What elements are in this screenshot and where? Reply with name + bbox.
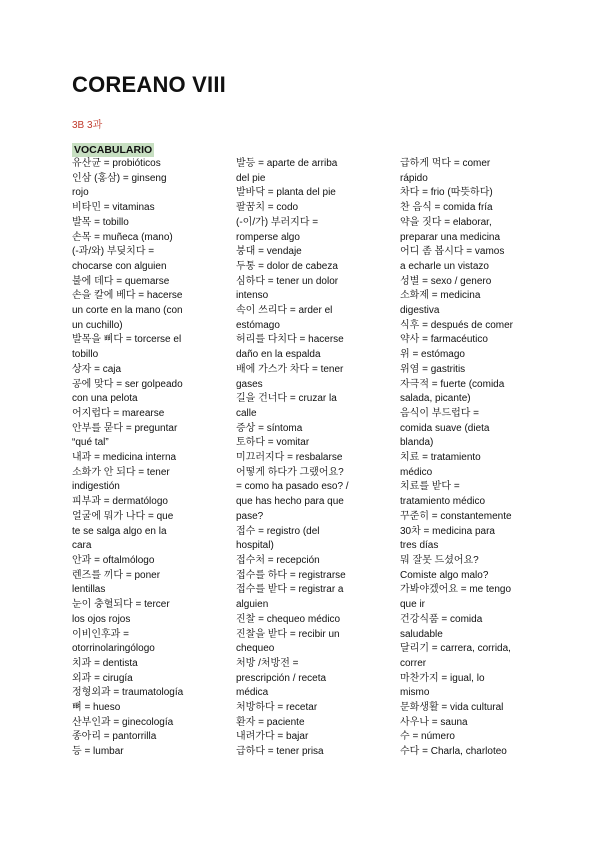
vocab-line: 공에 맞다 = ser golpeado [72, 378, 183, 390]
vocab-line: 꾸준히 = constantemente [400, 510, 512, 522]
vocab-line: 비타민 = vitaminas [72, 202, 155, 214]
vocab-line: 어디 좀 봅시다 = vamos [400, 246, 505, 258]
vocab-line: 이비인후과 = [72, 628, 129, 640]
vocab-line: un cuchillo) [72, 319, 123, 331]
vocab-line: 접수를 받다 = registrar a [236, 584, 344, 596]
vocab-line: 종아리 = pantorrilla [72, 731, 157, 743]
vocab-line: rápido [400, 172, 428, 184]
vocab-line: daño en la espalda [236, 349, 321, 361]
vocab-line: 정형외과 = traumatología [72, 687, 184, 699]
vocab-line: rojo [72, 187, 89, 199]
vocab-line: hospital) [236, 540, 274, 552]
vocab-line: blanda) [400, 437, 434, 449]
vocab-line: 피부과 = dermatólogo [72, 496, 168, 508]
document-title: COREANO VIII [72, 72, 226, 97]
lesson-subtitle: 3B 3과 [72, 120, 103, 131]
vocab-line: tobillo [72, 349, 99, 361]
vocab-line: 30차 = medicina para [400, 525, 495, 537]
vocab-line: 약사 = farmacéutico [400, 334, 488, 346]
vocab-line: gases [236, 378, 263, 390]
vocab-line: 성별 = sexo / genero [400, 275, 492, 287]
vocab-line: intenso [236, 290, 269, 302]
vocab-line: 치료 = tratamiento [400, 452, 481, 464]
vocab-line: salada, picante) [400, 393, 471, 405]
vocab-line: “qué tal” [72, 437, 109, 449]
vocab-line: 소화제 = medicina [400, 290, 481, 302]
vocab-line: con una pelota [72, 393, 138, 405]
vocab-line: pase? [236, 510, 264, 522]
vocab-line: mismo [400, 687, 430, 699]
vocab-line: que ir [400, 599, 426, 611]
vocab-line: 내려가다 = bajar [236, 731, 309, 743]
vocab-line: 사우나 = sauna [400, 716, 468, 728]
vocab-line: 얼굴에 뭐가 나다 = que [72, 510, 174, 522]
vocab-line: indigestión [72, 481, 120, 493]
vocab-line: romperse algo [236, 231, 300, 243]
vocab-line: 처방하다 = recetar [236, 702, 318, 714]
vocab-line: 처방 /처방전 = [236, 657, 299, 669]
vocab-line: 외과 = cirugía [72, 672, 133, 684]
vocab-line: 유산균 = probióticos [72, 158, 161, 169]
vocab-line: 눈이 충혈되다 = tercer [72, 599, 170, 611]
vocab-line: otorrinolaringólogo [72, 643, 155, 655]
vocab-line: 등 = lumbar [72, 746, 124, 758]
vocab-line: preparar una medicina [400, 231, 501, 243]
vocab-line: 상자 = caja [72, 363, 122, 375]
vocab-line: chocarse con alguien [72, 260, 167, 272]
vocab-line: 치과 = dentista [72, 657, 138, 669]
vocab-line: 속이 쓰리다 = arder el [236, 305, 333, 317]
vocab-line: (-과/와) 부딪치다 = [72, 246, 155, 258]
vocab-line: 발목 = tobillo [72, 216, 129, 228]
vocab-line: prescripción / receta [236, 672, 327, 684]
vocab-line: 안부를 묻다 = preguntar [72, 422, 178, 434]
vocab-line: 길을 건너다 = cruzar la [236, 393, 337, 405]
vocab-line: 뼈 = hueso [72, 702, 121, 714]
vocab-line: tratamiento médico [400, 496, 486, 508]
vocab-line: alguien [236, 599, 269, 611]
vocab-line: 손을 칼에 베다 = hacerse [72, 290, 183, 302]
vocab-line: 수 = número [400, 731, 455, 743]
vocab-line: calle [236, 407, 257, 419]
vocab-line: cara [72, 540, 92, 552]
vocab-line: 위 = estómago [400, 349, 465, 361]
vocab-line: 접수처 = recepción [236, 554, 320, 566]
vocab-line: digestiva [400, 305, 440, 317]
vocab-line: 식후 = después de comer [400, 319, 513, 331]
vocab-line: 차다 = frio (따뜻하다) [400, 187, 493, 199]
vocab-line: del pie [236, 172, 266, 184]
vocab-line: 증상 = síntoma [236, 422, 303, 434]
vocab-line: te se salga algo en la [72, 525, 167, 537]
vocab-column-1 [72, 157, 230, 760]
vocab-line: comida suave (dieta [400, 422, 490, 434]
vocab-line: 산부인과 = ginecología [72, 716, 174, 728]
vocab-line: que has hecho para que [236, 496, 344, 508]
vocab-line: 발등 = aparte de arriba [236, 158, 338, 169]
vocab-line: 내과 = medicina interna [72, 452, 177, 464]
vocab-line: saludable [400, 628, 443, 640]
vocab-line: 어지럽다 = marearse [72, 407, 165, 419]
vocab-line: lentillas [72, 584, 106, 596]
vocab-line: médica [236, 687, 269, 699]
vocab-line: 어떻게 하다가 그랬어요? [236, 466, 344, 478]
section-label-vocabulario: VOCABULARIO [74, 144, 153, 156]
vocab-line: Comiste algo malo? [400, 569, 489, 581]
vocab-line: estómago [236, 319, 280, 331]
vocab-line: 인삼 (홍삼) = ginseng [72, 172, 167, 184]
vocab-line: (-이/가) 부러지다 = [236, 216, 319, 228]
vocab-line: a echarle un vistazo [400, 260, 489, 272]
vocab-column-3 [400, 157, 532, 760]
vocab-line: un corte en la mano (con [72, 305, 183, 317]
vocab-line: 붕대 = vendaje [236, 246, 302, 258]
vocab-line: 토하다 = vomitar [236, 437, 310, 449]
vocab-line: 환자 = paciente [236, 716, 305, 728]
vocab-line: 뭐 잘못 드셨어요? [400, 554, 479, 566]
vocab-line: 급하게 먹다 = comer [400, 158, 491, 169]
vocab-line: 진찰을 받다 = recibir un [236, 628, 340, 640]
vocab-line: 손목 = muñeca (mano) [72, 231, 173, 243]
vocab-line: 급하다 = tener prisa [236, 746, 324, 758]
vocab-line: 접수 = registro (del [236, 525, 320, 537]
vocab-line: médico [400, 466, 433, 478]
vocab-line: 자극적 = fuerte (comida [400, 378, 505, 390]
vocab-line: 약을 짓다 = elaborar, [400, 216, 492, 228]
vocab-line: 미끄러지다 = resbalarse [236, 452, 343, 464]
vocab-line: 위염 = gastritis [400, 363, 466, 375]
vocab-line: 배에 가스가 차다 = tener [236, 363, 344, 375]
vocab-line: 음식이 부드럽다 = [400, 407, 480, 419]
vocab-line: 렌즈를 끼다 = poner [72, 569, 161, 581]
vocab-line: 가봐야겠어요 = me tengo [400, 584, 512, 596]
vocab-line: chequeo [236, 643, 275, 655]
vocab-line: 접수를 하다 = registrarse [236, 569, 346, 581]
vocab-line: correr [400, 657, 427, 669]
vocab-line: 치료를 받다 = [400, 481, 460, 493]
vocab-line: 달리기 = carrera, corrida, [400, 643, 511, 655]
vocab-line: 문화생활 = vida cultural [400, 702, 504, 714]
vocab-line: 소화가 안 되다 = tener [72, 466, 170, 478]
vocab-line: 발바닥 = planta del pie [236, 187, 336, 199]
vocab-line: 마찬가지 = igual, lo [400, 672, 485, 684]
vocab-line: 건강식품 = comida [400, 613, 483, 625]
vocab-line: 안과 = oftalmólogo [72, 554, 155, 566]
vocab-line: los ojos rojos [72, 613, 131, 625]
vocab-line: 수다 = Charla, charloteo [400, 746, 507, 758]
vocab-line: 발목을 삐다 = torcerse el [72, 334, 182, 346]
vocab-line: 찬 음식 = comida fría [400, 202, 493, 214]
vocab-line: 팔꿈치 = codo [236, 202, 299, 214]
vocab-line: 심하다 = tener un dolor [236, 275, 339, 287]
vocab-line: 불에 데다 = quemarse [72, 275, 170, 287]
vocab-line: = como ha pasado eso? / [236, 481, 349, 493]
vocab-line: 두통 = dolor de cabeza [236, 260, 338, 272]
vocab-line: tres días [400, 540, 439, 552]
vocab-line: 진찰 = chequeo médico [236, 613, 341, 625]
vocab-line: 허리를 다치다 = hacerse [236, 334, 344, 346]
vocab-column-2 [236, 157, 394, 760]
